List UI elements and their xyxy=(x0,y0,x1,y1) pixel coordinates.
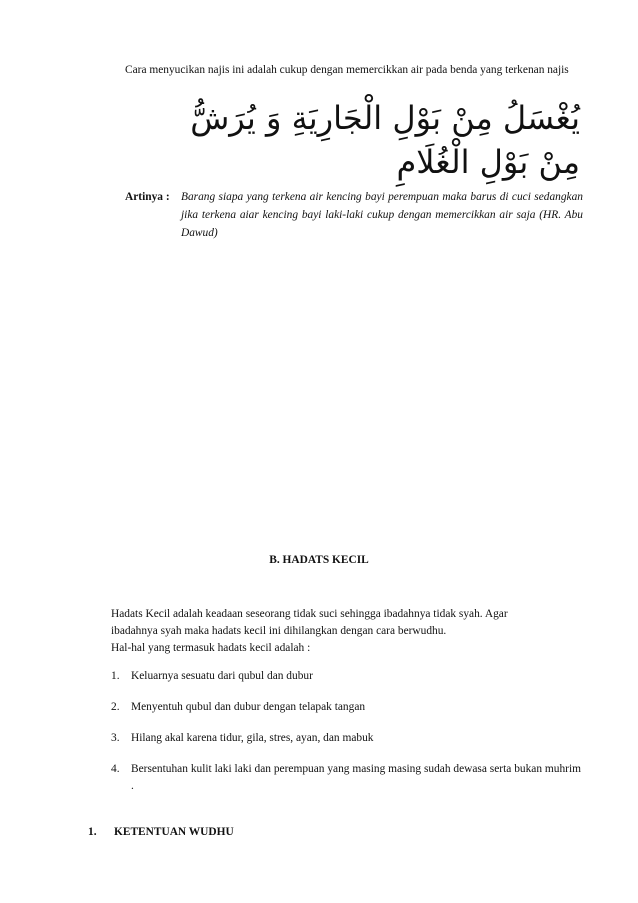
list-item-text: Keluarnya sesuatu dari qubul dan dubur xyxy=(131,670,313,682)
translation-label: Artinya : xyxy=(125,191,170,203)
translation-block xyxy=(125,188,583,242)
section-1-title: KETENTUAN WUDHU xyxy=(114,826,234,838)
hadith-arabic-line-2 xyxy=(360,140,580,184)
section-b-paragraph xyxy=(111,606,581,657)
list-item-text: Menyentuh qubul dan dubur dengan telapak tangan xyxy=(131,701,366,713)
list-item-number: 2. xyxy=(111,701,120,713)
list-item xyxy=(111,730,581,747)
list-item-text: Hilang akal karena tidur, gila, stres, ayan, dan mabuk xyxy=(131,732,374,744)
hadats-kecil-list xyxy=(111,668,581,795)
list-item xyxy=(111,699,581,716)
hadith-arabic-text-1: يُغْسَلُ مِنْ بَوْلِ الْجَارِيَةِ وَ يُرَشُّ xyxy=(190,99,580,137)
list-item-number: 4. xyxy=(111,763,120,775)
list-item xyxy=(111,668,581,685)
hadith-arabic-text-2: مِنْ بَوْلِ الْغُلَامِ xyxy=(396,143,580,181)
section-b-heading: B. HADATS KECIL xyxy=(269,554,369,566)
section-b-paragraph-line: Hadats Kecil adalah keadaan seseorang tidak suci sehingga ibadahnya tidak syah. Agar xyxy=(111,608,508,620)
section-b-paragraph-line: Hal-hal yang termasuk hadats kecil adalah : xyxy=(111,642,311,654)
translation-text: Barang siapa yang terkena air kencing bayi perempuan maka barus di cuci sedangkan jika terkena aiar kencing bayi laki-laki cukup dengan memercikkan air saja (HR. Abu Dawud) xyxy=(181,191,583,239)
intro-paragraph: Cara menyucikan najis ini adalah cukup dengan memercikkan air pada benda yang terkenan najis xyxy=(125,64,569,76)
list-item-number: 3. xyxy=(111,732,120,744)
section-1-number: 1. xyxy=(88,826,97,838)
section-1-heading xyxy=(88,826,234,838)
list-item xyxy=(111,761,581,795)
list-item-text: Bersentuhan kulit laki laki dan perempuan yang masing masing sudah dewasa serta bukan muhrim . xyxy=(131,763,581,792)
list-item-number: 1. xyxy=(111,670,120,682)
section-b-paragraph-line: ibadahnya syah maka hadats kecil ini dihilangkan dengan cara berwudhu. xyxy=(111,625,447,637)
